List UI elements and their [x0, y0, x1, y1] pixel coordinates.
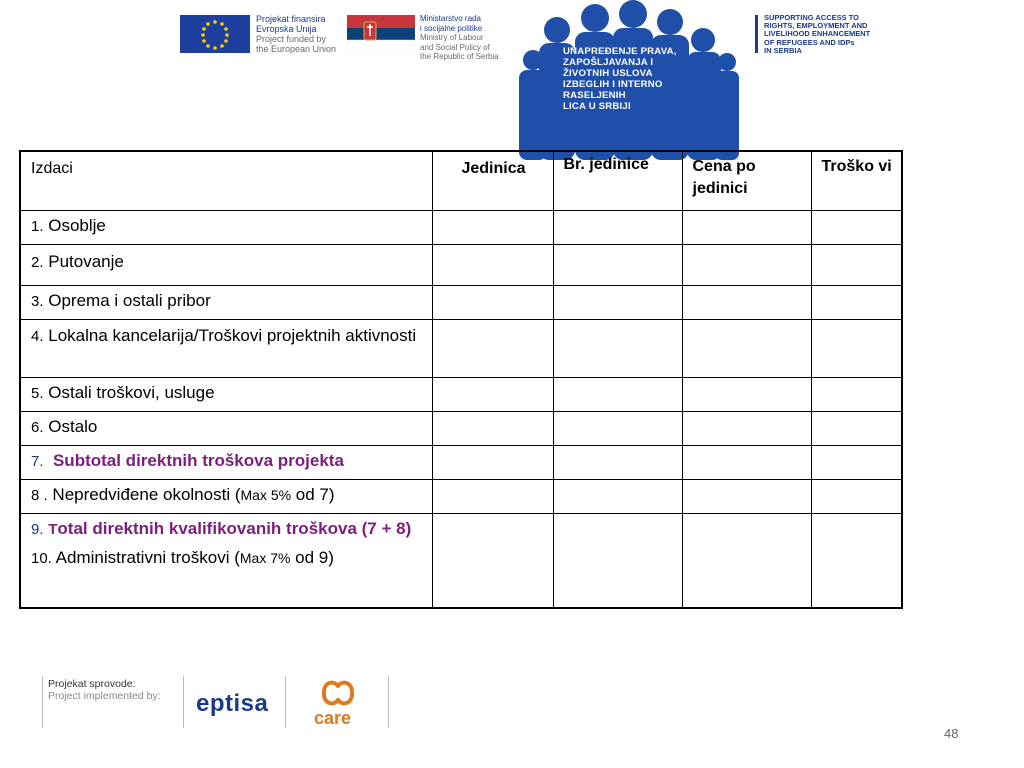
- cell-jedinica[interactable]: [432, 245, 553, 286]
- eu-flag-icon: [180, 15, 250, 53]
- ministry-text: Ministarstvo rada i socijalne politike Ministry of Labour and Social Policy of the Republic of Serbia: [420, 14, 499, 61]
- table-row: [20, 446, 902, 480]
- cell-troskovi[interactable]: [811, 412, 902, 446]
- row-label: 6. Ostalo: [20, 412, 432, 446]
- footer-divider: [388, 676, 389, 728]
- cell-troskovi[interactable]: [811, 480, 902, 514]
- table-row: [20, 480, 902, 514]
- cell-troskovi[interactable]: [811, 446, 902, 480]
- cell-jedinica[interactable]: [432, 412, 553, 446]
- cell-troskovi[interactable]: [811, 245, 902, 286]
- serbia-flag-icon: [347, 15, 415, 53]
- row-label: 9. Total direktnih kvalifikovanih troškova (7 + 8) 10. Administrativni troškovi (Max 7% od 9): [20, 514, 432, 608]
- cell-br-jedinice[interactable]: [553, 480, 682, 514]
- row-label: 7. Subtotal direktnih troškova projekta: [20, 446, 432, 480]
- care-logo-text: care: [314, 708, 352, 728]
- cell-cena[interactable]: [682, 378, 811, 412]
- table-row: [20, 320, 902, 378]
- cell-troskovi[interactable]: [811, 286, 902, 320]
- cell-cena[interactable]: [682, 245, 811, 286]
- cell-jedinica[interactable]: [432, 514, 553, 608]
- cell-troskovi[interactable]: [811, 378, 902, 412]
- cell-br-jedinice[interactable]: [553, 320, 682, 378]
- row-label: 2. Putovanje: [20, 245, 432, 286]
- implementer-text: Projekat sprovode: Project implemented by:: [48, 678, 161, 702]
- header-troskovi: Troško vi: [811, 151, 902, 211]
- cell-br-jedinice[interactable]: [553, 446, 682, 480]
- row-label: 1. Osoblje: [20, 211, 432, 245]
- cell-br-jedinice[interactable]: [553, 412, 682, 446]
- cell-troskovi[interactable]: [811, 320, 902, 378]
- cell-cena[interactable]: [682, 480, 811, 514]
- cell-cena[interactable]: [682, 320, 811, 378]
- cell-jedinica[interactable]: [432, 320, 553, 378]
- cell-cena[interactable]: [682, 412, 811, 446]
- cell-jedinica[interactable]: [432, 286, 553, 320]
- cell-cena[interactable]: [682, 286, 811, 320]
- eptisa-logo: eptisa: [196, 690, 269, 717]
- row-label: 8 . Nepredviđene okolnosti (Max 5% od 7): [20, 480, 432, 514]
- care-logo-icon: [312, 676, 364, 708]
- eu-funding-text: Projekat finansira Evropska Unija Project funded by the European Union: [256, 14, 337, 54]
- header-cena-po-jedinici: Cena po jedinici: [682, 151, 811, 211]
- cell-cena[interactable]: [682, 211, 811, 245]
- cell-br-jedinice[interactable]: [553, 211, 682, 245]
- cell-cena[interactable]: [682, 514, 811, 608]
- project-title-text: SUPPORTING ACCESS TO RIGHTS, EMPLOYMENT AND LIVELIHOOD ENHANCEMENT OF REFUGEES AND IDPs IN SERBIA: [764, 13, 871, 55]
- crowd-title-text: UNAPREĐENJE PRAVA, ZAPOŠLJAVANJA I ŽIVOTNIH USLOVA IZBEGLIH I INTERNO RASELJENIH LICA U SRBIJI: [563, 46, 677, 112]
- cell-jedinica[interactable]: [432, 480, 553, 514]
- header-jedinica: Jedinica: [432, 151, 553, 211]
- row-label: 4. Lokalna kancelarija/Troškovi projektnih aktivnosti: [20, 320, 432, 378]
- row-label: 3. Oprema i ostali pribor: [20, 286, 432, 320]
- cell-jedinica[interactable]: [432, 446, 553, 480]
- cell-jedinica[interactable]: [432, 211, 553, 245]
- table-row: [20, 286, 902, 320]
- table-row: [20, 245, 902, 286]
- cell-br-jedinice[interactable]: [553, 286, 682, 320]
- header-divider: [755, 15, 758, 53]
- budget-table: [19, 150, 903, 609]
- cell-br-jedinice[interactable]: [553, 245, 682, 286]
- table-header-row: [20, 151, 902, 211]
- header-br-jedinice: Br. jedinice: [553, 151, 682, 211]
- cell-br-jedinice[interactable]: [553, 514, 682, 608]
- row-label: 5. Ostali troškovi, usluge: [20, 378, 432, 412]
- cell-troskovi[interactable]: [811, 211, 902, 245]
- page-number: 48: [944, 726, 959, 741]
- cell-cena[interactable]: [682, 446, 811, 480]
- cell-troskovi[interactable]: [811, 514, 902, 608]
- table-row: [20, 412, 902, 446]
- header-izdaci: Izdaci: [20, 151, 432, 211]
- table-row: [20, 514, 902, 608]
- cell-br-jedinice[interactable]: [553, 378, 682, 412]
- table-row: [20, 211, 902, 245]
- footer-divider: [285, 676, 286, 728]
- cell-jedinica[interactable]: [432, 378, 553, 412]
- table-row: [20, 378, 902, 412]
